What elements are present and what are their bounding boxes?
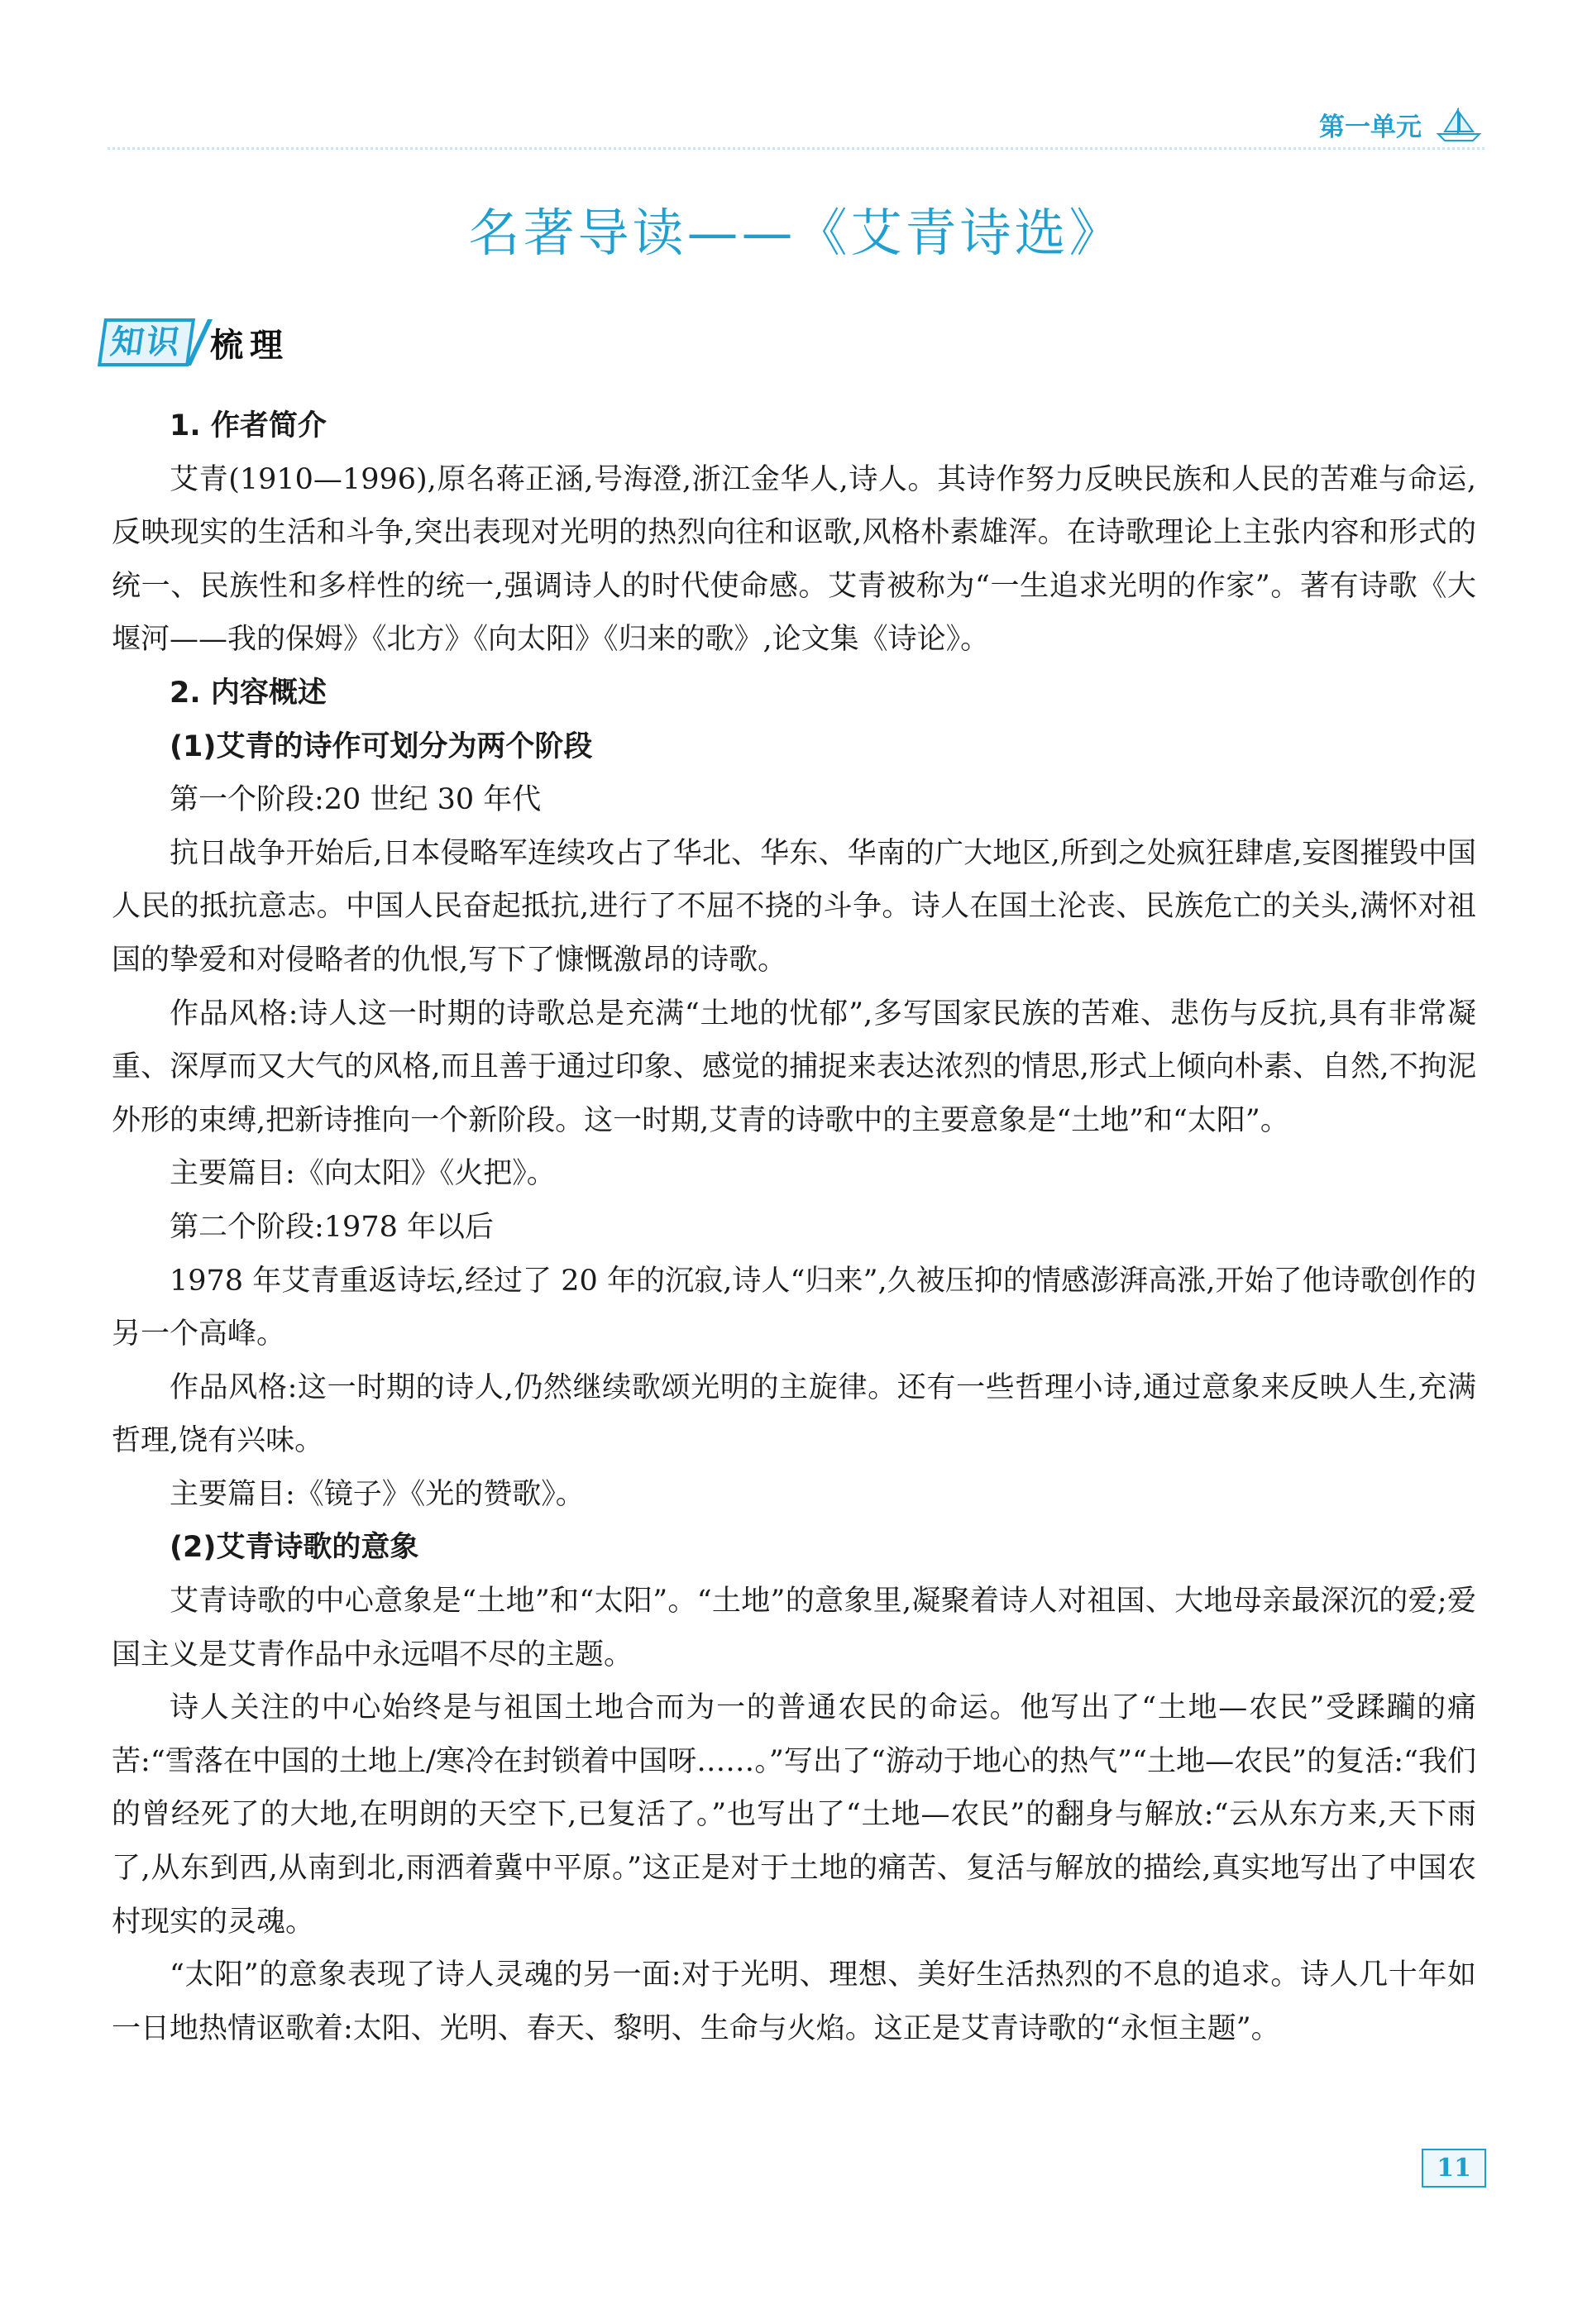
header-rule — [108, 147, 1484, 150]
body-text — [112, 399, 1476, 2055]
paragraph: (2)艾青诗歌的意象 — [170, 1531, 419, 1565]
paragraph: 抗日战争开始后,日本侵略军连续攻占了华北、华东、华南的广大地区,所到之处疯狂肆虐,妄图摧毁中国人民的抵抗意志。中国人民奋起抵抗,进行了不屈不挠的斗争。诗人在国土沦丧、民族危亡的关头,满怀对祖国的挚爱和对侵略者的仇恨,写下了慷慨激昂的诗歌。 — [112, 836, 1476, 977]
paragraph: 2. 内容概述 — [170, 676, 327, 710]
section-title: 梳理 — [210, 326, 289, 365]
paragraph: 第二个阶段:1978 年以后 — [170, 1210, 494, 1244]
page-number: 11 — [1422, 2149, 1486, 2188]
paragraph: 艾青诗歌的中心意象是“土地”和“太阳”。“土地”的意象里,凝聚着诗人对祖国、大地母亲最深沉的爱;爱国主义是艾青作品中永远唱不尽的主题。 — [112, 1585, 1476, 1671]
paragraph: 1978 年艾青重返诗坛,经过了 20 年的沉寂,诗人“归来”,久被压抑的情感澎湃高涨,开始了他诗歌创作的另一个高峰。 — [112, 1264, 1476, 1351]
paragraph: (1)艾青的诗作可划分为两个阶段 — [170, 729, 593, 763]
paragraph: 艾青(1910—1996),原名蒋正涵,号海澄,浙江金华人,诗人。其诗作努力反映民族和人民的苦难与命运,反映现实的生活和斗争,突出表现对光明的热烈向往和讴歌,风格朴素雄浑。在诗歌理论上主张内容和形式的统一、民族性和多样性的统一,强调诗人的时代使命感。艾青被称为“一生追求光明的作家”。著有诗歌《大堰河——我的保姆》《北方》《向太阳》《归来的歌》,论文集《诗论》。 — [112, 462, 1476, 657]
section-tag: 知识 — [98, 318, 195, 366]
paragraph: 诗人关注的中心始终是与祖国土地合而为一的普通农民的命运。他写出了“土地—农民”受蹂躏的痛苦:“雪落在中国的土地上/寒冷在封锁着中国呀……。”写出了“游动于地心的热气”“土地—农民”的复活:“我们的曾经死了的大地,在明朗的天空下,已复活了。”也写出了“土地—农民”的翻身与解放:“云从东方来,天下雨了,从东到西,从南到北,雨洒着冀中平原。”这正是对于土地的痛苦、复活与解放的描绘,真实地写出了中国农村现实的灵魂。 — [112, 1691, 1476, 1939]
unit-label: 第一单元 — [1319, 112, 1422, 142]
paragraph: 作品风格:这一时期的诗人,仍然继续歌颂光明的主旋律。还有一些哲理小诗,通过意象来反映人生,充满哲理,饶有兴味。 — [112, 1370, 1476, 1458]
paragraph: 作品风格:诗人这一时期的诗歌总是充满“土地的忧郁”,多写国家民族的苦难、悲伤与反抗,具有非常凝重、深厚而又大气的风格,而且善于通过印象、感觉的捕捉来表达浓烈的情思,形式上倾向朴素、自然,不拘泥外形的束缚,把新诗推向一个新阶段。这一时期,艾青的诗歌中的主要意象是“土地”和“太阳”。 — [112, 997, 1476, 1137]
paragraph: “太阳”的意象表现了诗人灵魂的另一面:对于光明、理想、美好生活热烈的不息的追求。诗人几十年如一日地热情讴歌着:太阳、光明、春天、黎明、生命与火焰。这正是艾青诗歌的“永恒主题”。 — [112, 1958, 1476, 2045]
paragraph: 主要篇目:《镜子》《光的赞歌》。 — [170, 1477, 585, 1511]
sailboat-icon — [1433, 107, 1484, 143]
section-heading — [101, 318, 289, 366]
paragraph: 主要篇目:《向太阳》《火把》。 — [170, 1157, 556, 1191]
paragraph: 第一个阶段:20 世纪 30 年代 — [170, 783, 542, 817]
paragraph: 1. 作者简介 — [170, 409, 327, 442]
unit-header — [1319, 106, 1484, 143]
page-title: 名著导读——《艾青诗选》 — [468, 203, 1124, 263]
